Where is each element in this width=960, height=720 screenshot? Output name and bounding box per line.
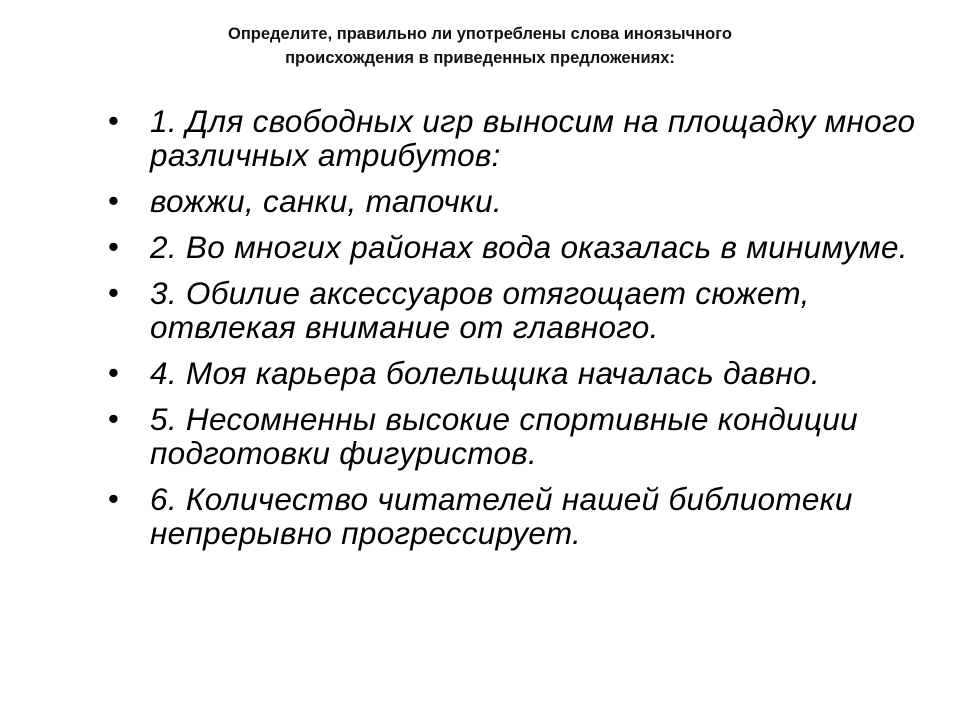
list-item-text: 5. Несомненны высокие спортивные кондиции подготовки фигуристов.	[150, 401, 858, 471]
list-item	[108, 482, 938, 550]
bullet-icon: •	[108, 183, 119, 218]
list-item	[108, 184, 938, 218]
sentence-list	[108, 104, 938, 562]
bullet-icon: •	[108, 229, 119, 264]
list-item-text: вожжи, санки, тапочки.	[150, 183, 502, 219]
list-item	[108, 402, 938, 470]
bullet-icon: •	[108, 275, 119, 310]
list-item	[108, 356, 938, 390]
list-item-text: 2. Во многих районах вода оказалась в минимуме.	[150, 229, 908, 265]
list-item-text: 6. Количество читателей нашей библиотеки непрерывно прогрессирует.	[150, 481, 853, 551]
list-item	[108, 230, 938, 264]
bullet-icon: •	[108, 401, 119, 436]
list-item-text: 4. Моя карьера болельщика началась давно.	[150, 355, 820, 391]
bullet-icon: •	[108, 355, 119, 390]
list-item-text: 1. Для свободных игр выносим на площадку много различных атрибутов:	[150, 103, 916, 173]
slide-title	[130, 22, 830, 70]
title-line-1: Определите, правильно ли употреблены слова иноязычного	[228, 25, 732, 43]
list-item-text: 3. Обилие аксессуаров отягощает сюжет, отвлекая внимание от главного.	[150, 275, 810, 345]
list-item	[108, 104, 938, 172]
bullet-icon: •	[108, 103, 119, 138]
bullet-icon: •	[108, 481, 119, 516]
list-item	[108, 276, 938, 344]
title-line-2: происхождения в приведенных предложениях:	[285, 49, 675, 67]
